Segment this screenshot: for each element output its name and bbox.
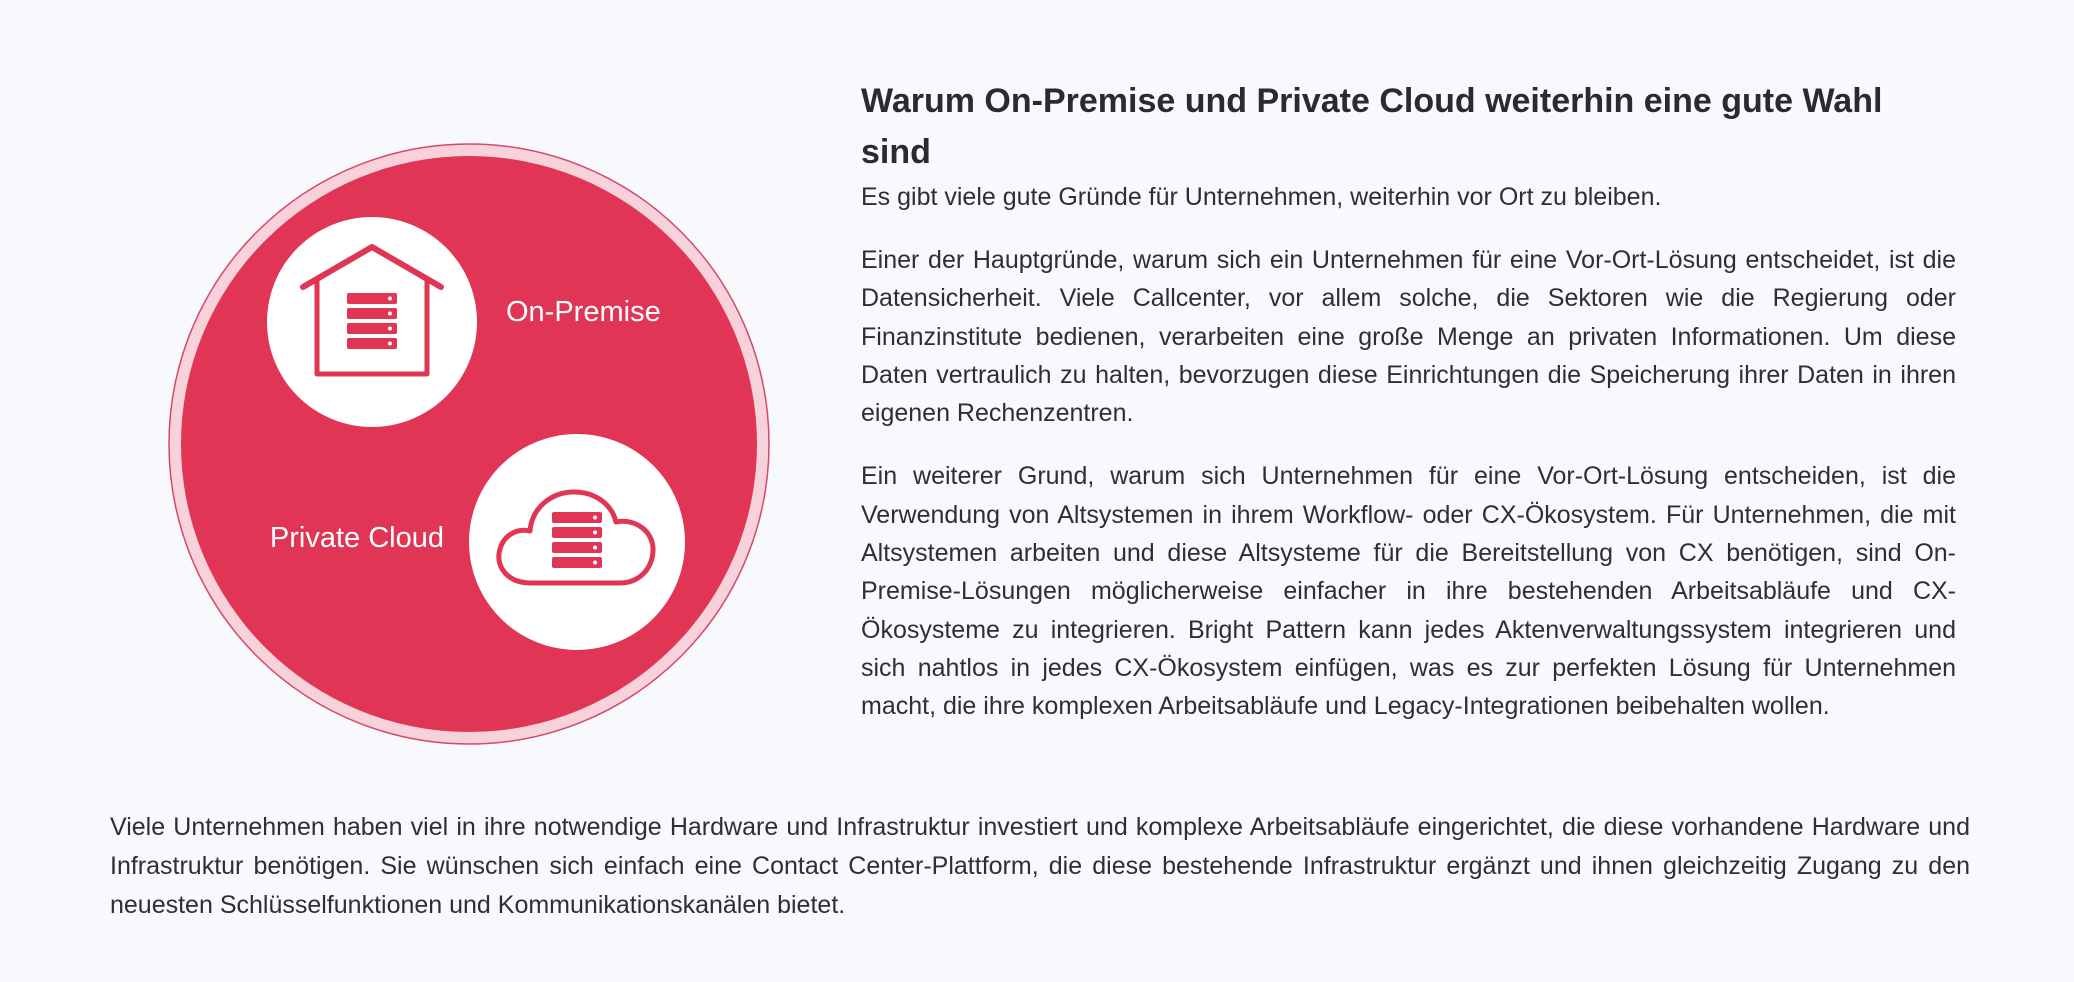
main-disc <box>181 156 757 732</box>
cloud-server-icon <box>469 434 685 650</box>
section-heading: Warum On-Premise und Private Cloud weiterhin eine gute Wahl sind <box>861 82 1883 171</box>
illustration-graphic <box>160 135 778 753</box>
private-cloud-label: Private Cloud <box>269 522 444 554</box>
on-premise-label: On-Premise <box>506 296 661 328</box>
house-server-icon <box>267 217 477 427</box>
paragraph-data-security: Einer der Hauptgründe, warum sich ein Unternehmen für eine Vor-Ort-Lösung entscheidet, ist die Datensicherheit. Viele Callcenter, vor allem solche, die Sektoren wie die Regierung oder Finanzinstitute bedienen, verarbeiten eine große Menge an privaten Informationen. Um diese Daten vertraulich zu halten, bevorzugen diese Einrichtungen die Speicherung ihrer Daten in ihren eigenen Rechenzentren. <box>861 246 1956 428</box>
paragraph-infrastructure: Viele Unternehmen haben viel in ihre notwendige Hardware und Infrastruktur investiert und komplexe Arbeitsabläufe eingerichtet, die diese vorhandene Hardware und Infrastruktur benötigen. Sie wünschen sich einfach eine Contact Center-Plattform, die diese bestehende Infrastruktur ergänzt und ihnen gleichzeitig Zugang zu den neuesten Schlüsselfunktionen und Kommunikationskanälen bietet. <box>110 813 1970 919</box>
intro-text: Es gibt viele gute Gründe für Unternehmen, weiterhin vor Ort zu bleiben. <box>861 183 1662 211</box>
on-premise-private-cloud-illustration <box>160 135 778 753</box>
content-section <box>861 76 1956 726</box>
paragraph-legacy-systems: Ein weiterer Grund, warum sich Unternehmen für eine Vor-Ort-Lösung entscheiden, ist die Verwendung von Altsystemen in ihrem Workflow- oder CX-Ökosystem. Für Unternehmen, die mit Altsystemen arbeiten und diese Altsysteme für die Bereitstellung von CX benötigen, sind On-Premise-Lösungen möglicherweise einfacher in ihre bestehenden Arbeitsabläufe und CX-Ökosysteme zu integrieren. Bright Pattern kann jedes Aktenverwaltungssystem integrieren und sich nahtlos in jedes CX-Ökosystem einfügen, was es zur perfekten Lösung für Unternehmen macht, die ihre komplexen Arbeitsabläufe und Legacy-Integrationen beibehalten wollen. <box>861 462 1956 721</box>
